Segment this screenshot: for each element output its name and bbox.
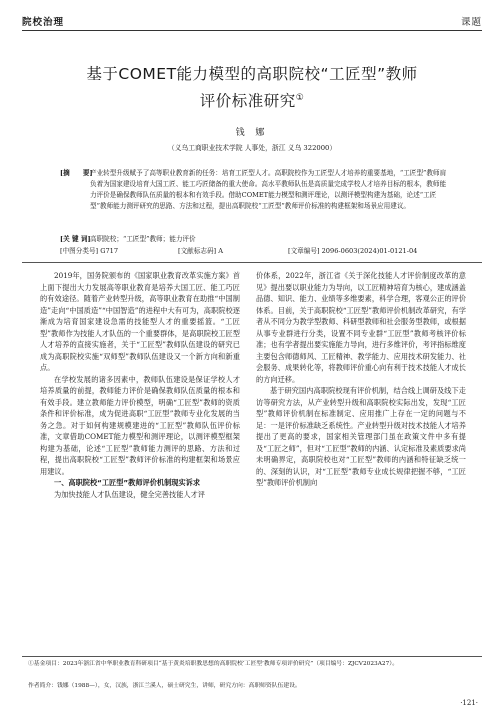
- paragraph: 2019年，国务院颁布的《国家职业教育改革实施方案》首上面下提出大力发展高等职业教育是培养大国工匠、能工巧匠的有效途径。随着产业转型升级，高等职业教育在助推“中国制造”走向“中国质造”“中国智造”的进程中大有可为，高职院校逐渐成为培育国家建设急需的技能型人才的重要摇篮。“工匠型”教师作为技能人才队伍的一个重要群体，是高职院校工匠型人才培养的直接实施者，关于“工匠型”教师队伍建设的研究已成为高职院校实施“双师型”教师队伍建设又一个新方向和新重点。: [40, 271, 240, 372]
- paragraph: 价体系，2022年，浙江省《关于深化技能人才评价制度改革的意见》提出要以职业能力为导向，以工匠精神培育为核心，建成涵盖品德、知识、能力、业绩等多维要素，科学合理，客观公正的评价体系。目前，关于高职院校“工匠型”教师评价机制改革研究，有学者从不同分为教学型教师、科研型教师和社会服务型教师，或根据从事专业群进行分类，设置不同专业群“工匠型”教师考核评价标准；也有学者提出要实施能力导向，进行多维评价，考评指标维度主要包含师德师风、工匠精神、教学能力、应用技术研发能力、社会服务、成果转化等，将教师评价重心向有利于技术技能人才成长的方向迁移。: [256, 271, 466, 384]
- author-affiliation: （义乌工商职业技术学院 人事处，浙江 义乌 322000）: [167, 144, 337, 152]
- section-heading: 一、高职院校“工匠型”教师评价机制现实诉求: [54, 478, 201, 487]
- footnote-fund: ①基金项目：2023年浙江省中华职业教育科研项目“基于黄炎培职教思想的高职院校‘工匠型’教师专项评价研究”（项目编号：ZJCV2023A27）。: [28, 661, 398, 667]
- journal-section-name: 院校治理: [22, 17, 65, 28]
- paragraph: 在学校发展的诸多因素中，教师队伍建设是保证学校人才培养质量的前提，教师能力评价是确保教师队伍质量的根本和有效手段。建立教师能力评价模型，明确“工匠型”教师的资质条件和评价标准，成为促进高职“工匠型”教师专业化发展的当务之急。对于如何构建规模建进的“工匠型”教师队伍评价标准，文章借助COMET能力模型和测评理论，以测评模型框架构建为基础，论述“工匠型”教师能力测评的思路、方法和过程，提出高职院校“工匠型”教师评价标准的构建框架和场景应用建议。: [40, 374, 240, 476]
- article-number: [文章编号] 2096-0603(2024)01-0121-04: [288, 247, 418, 255]
- article-title: [0, 62, 504, 113]
- abstract: [60, 168, 452, 212]
- body-column-left: [40, 270, 240, 500]
- title-line-2: 评价标准研究: [199, 92, 296, 111]
- author-name: 钱 娜: [235, 128, 269, 138]
- page-number: ·121·: [460, 699, 478, 707]
- abstract-label: [摘 要]: [60, 169, 93, 177]
- page-header: [22, 8, 482, 30]
- abstract-rule: [22, 262, 482, 263]
- document-code: [文献标志码] A: [178, 247, 223, 255]
- footnote-author: 作者简介：钱娜（1988—），女，汉族，浙江兰溪人，硕士研究生，讲师，研究方向：高职师资队伍建设。: [28, 683, 301, 689]
- title-footnote-mark: ①: [295, 93, 305, 103]
- clc-number: [中图分类号] G717: [60, 247, 119, 255]
- keywords-label: [关 键 词]: [60, 235, 91, 243]
- body-column-right: [256, 270, 466, 489]
- column-label: 课题: [460, 17, 482, 28]
- paragraph: 基于研究国内高职院校现有评价机制，结合线上调研及线下走访等研究方法，从产业转型升级和高职院校实际出发，发现“工匠型”教师评价机制在标准制定、应用推广上存在一定的问题与不足：一是评价标准缺乏系统性。产业转型升级对技术技能人才培养提出了更高的要求，国家相关管理部门虽在政策文件中多有提及“工匠之师”，但对“工匠型”教师的内涵、认定标准及素质要求尚未明确界定，高职院校也对“工匠型”教师的内涵和特征缺乏统一的、深刻的认识，对“工匠型”教师专业成长规律把握不够，“工匠型”教师评价机制向: [256, 386, 466, 487]
- abstract-text: 产业转型升级赋予了高等职业教育新的任务：培育工匠型人才。高职院校作为工匠型人才培养的重要基地，“工匠型”教师肩负着为国家建设培育大国工匠、能工巧匠储备的重大使命。高水平教师队伍是高质量完成学校人才培养目标的根本，教师能力评价是确保教师队伍质量的根本和有效手段。借助COMET能力模型和测评理论，以测评模型构建为基础，论述“工匠型”教师能力测评研究的思路、方法和过程，提出高职院校“工匠型”教师评价标准的构建框架和场景应用建议。: [90, 169, 447, 210]
- keywords: [60, 234, 452, 245]
- footnote-rule: [22, 656, 482, 657]
- paragraph: 为加快技能人才队伍建设，健全完善技能人才评: [54, 489, 205, 499]
- keywords-text: 高职院校；“工匠型”教师；能力评价: [90, 235, 196, 243]
- title-line-1: 基于COMET能力模型的高职院校“工匠型”教师: [86, 65, 418, 83]
- header-rule: [22, 30, 482, 31]
